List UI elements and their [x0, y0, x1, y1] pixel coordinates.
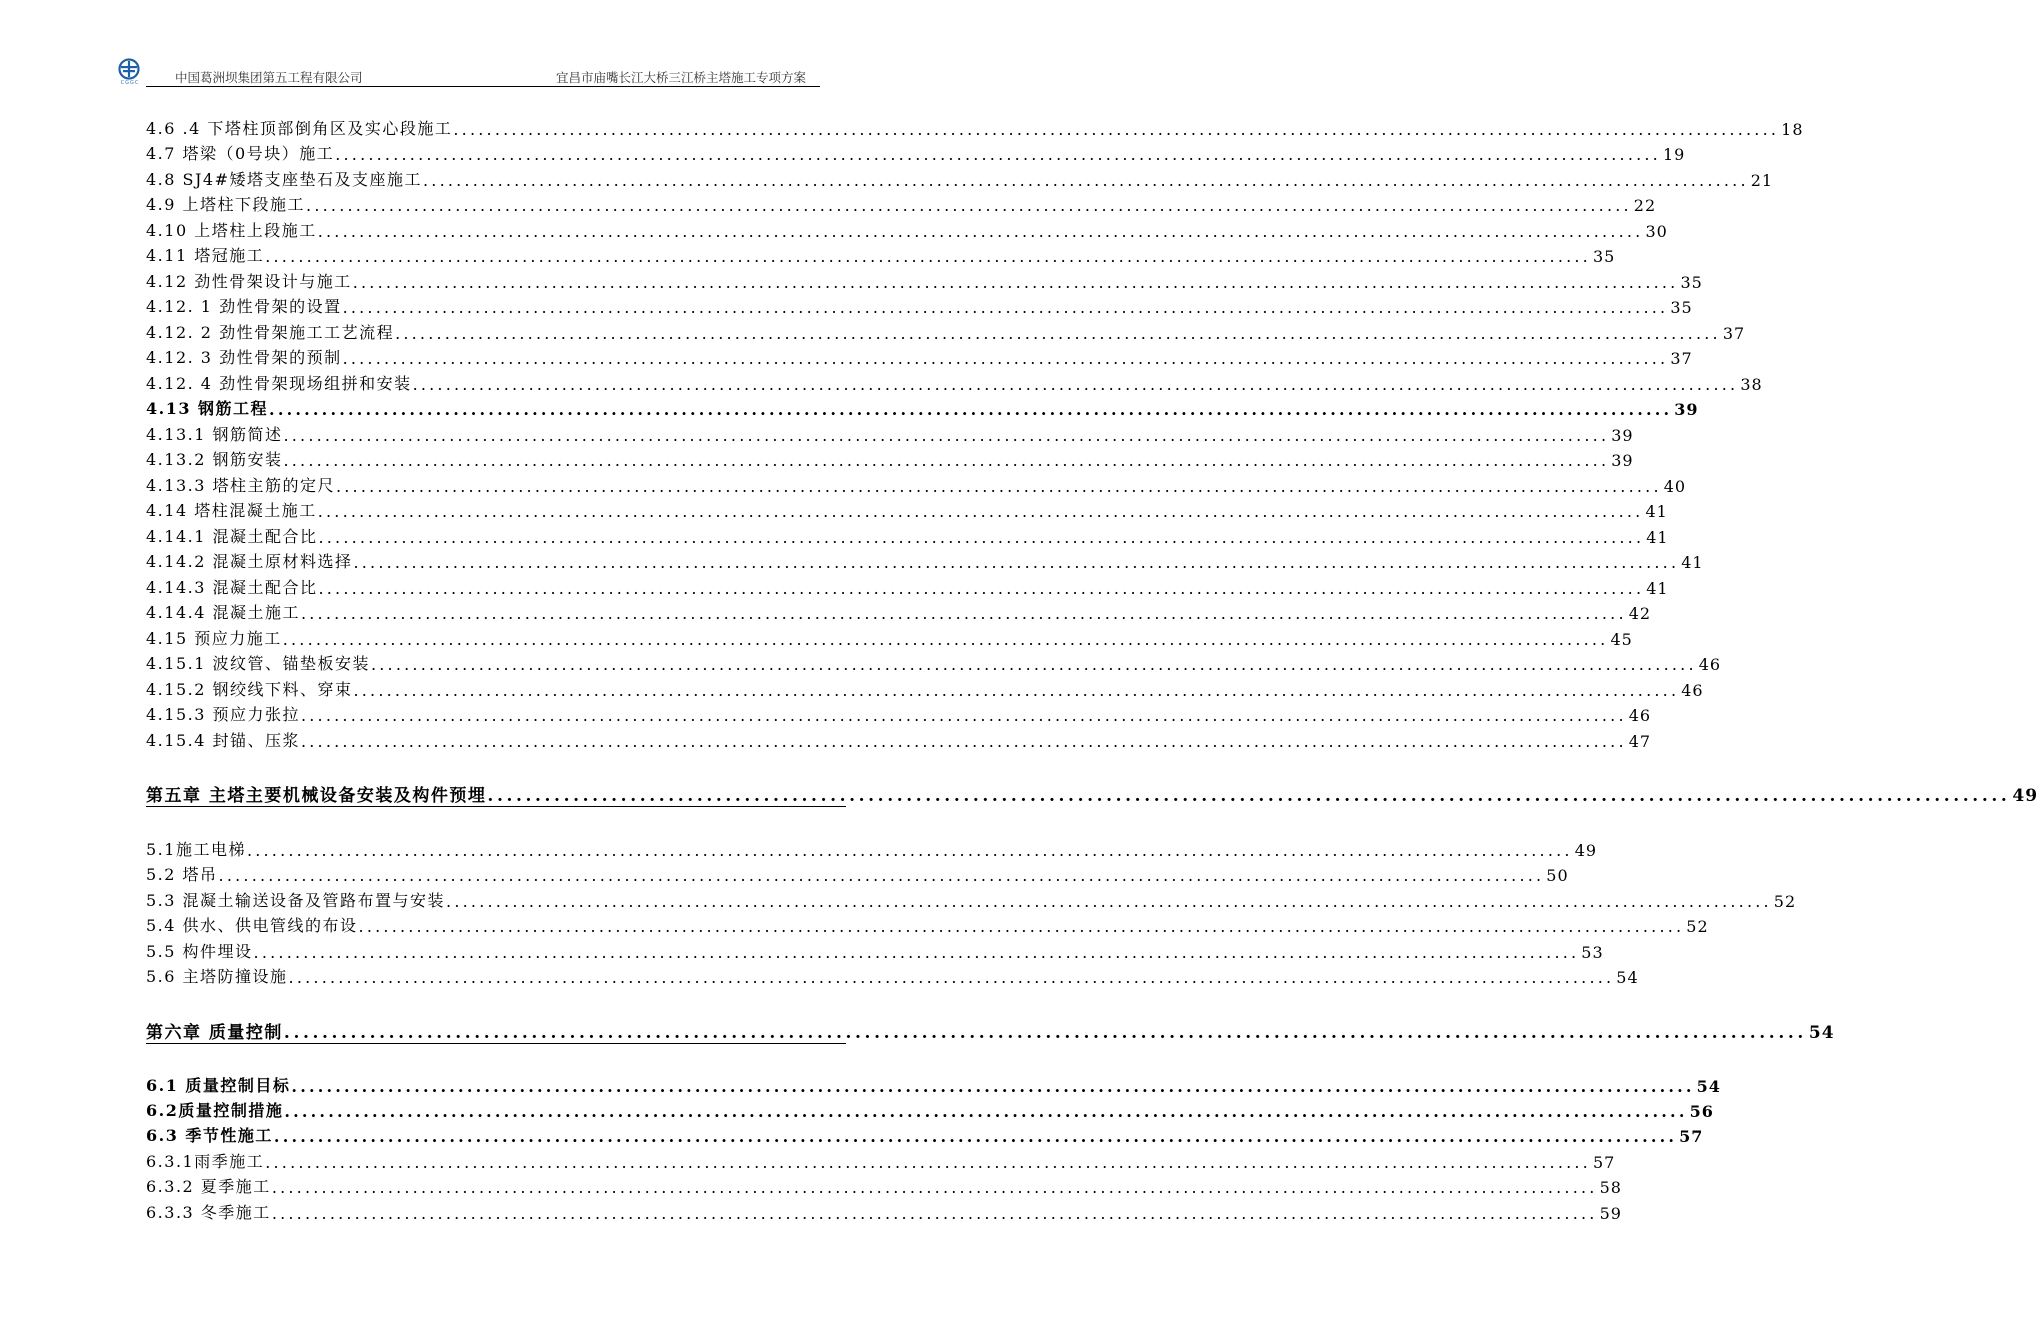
- toc-leader-dots: ................................................................................................................................................................: [283, 1023, 1807, 1043]
- toc-page-number: 57: [1679, 1127, 1704, 1146]
- toc-entry-title: 6.3 季节性施工: [146, 1126, 273, 1145]
- toc-entry-title: 4.14.4 混凝土施工: [146, 603, 300, 622]
- toc-entry-title: 4.12. 4 劲性骨架现场组拼和安装: [146, 374, 412, 393]
- toc-leader-dots: ................................................................................................................................................................: [300, 604, 1627, 623]
- toc-entry[interactable]: [146, 889, 1797, 911]
- toc-leader-dots: ................................................................................................................................................................: [317, 502, 1644, 521]
- toc-page-number: 39: [1611, 426, 1634, 445]
- toc-page-number: 30: [1645, 222, 1668, 241]
- toc-entry[interactable]: [146, 270, 1703, 292]
- toc-entry[interactable]: [146, 117, 1804, 139]
- toc-entry[interactable]: [146, 372, 1763, 394]
- toc-entry-title: 6.3.1雨季施工: [146, 1152, 265, 1171]
- toc-page-number: 45: [1610, 630, 1633, 649]
- toc-entry[interactable]: [146, 940, 1604, 962]
- toc-entry[interactable]: [146, 193, 1657, 215]
- toc-chapter-entry[interactable]: [146, 1019, 1835, 1044]
- toc-page-number: 35: [1670, 298, 1693, 317]
- toc-page-number: 38: [1740, 375, 1763, 394]
- header-rule: [146, 86, 820, 87]
- toc-leader-dots: ................................................................................................................................................................: [487, 786, 2011, 806]
- toc-entry[interactable]: [146, 1150, 1616, 1172]
- toc-entry-title: 5.1施工电梯: [146, 840, 246, 859]
- toc-entry-title: 4.15.3 预应力张拉: [146, 705, 300, 724]
- toc-page-number: 58: [1599, 1178, 1622, 1197]
- toc-leader-dots: ................................................................................................................................................................: [358, 917, 1685, 936]
- toc-page-number: 53: [1581, 943, 1604, 962]
- toc-leader-dots: ................................................................................................................................................................: [318, 579, 1645, 598]
- toc-entry[interactable]: [146, 601, 1652, 623]
- toc-entry[interactable]: [146, 965, 1639, 987]
- toc-entry[interactable]: [146, 474, 1687, 496]
- toc-entry[interactable]: [146, 1099, 1714, 1121]
- toc-page-number: 52: [1686, 917, 1709, 936]
- toc-entry[interactable]: [146, 678, 1704, 700]
- toc-entry-title: 4.13.2 钢筋安装: [146, 450, 283, 469]
- toc-page-number: 40: [1663, 477, 1687, 496]
- toc-entry-title: 4.14 塔柱混凝土施工: [146, 501, 317, 520]
- toc-entry[interactable]: [146, 295, 1693, 317]
- toc-entry[interactable]: [146, 423, 1634, 445]
- toc-entry[interactable]: [146, 838, 1598, 860]
- toc-leader-dots: ................................................................................................................................................................: [335, 145, 1661, 164]
- toc-entry-title: 6.3.2 夏季施工: [146, 1177, 271, 1196]
- toc-entry-title: 4.13.3 塔柱主筋的定尺: [146, 476, 335, 495]
- toc-entry[interactable]: [146, 397, 1699, 419]
- toc-entry-title: 4.8 SJ4#矮塔支座垫石及支座施工: [146, 170, 422, 189]
- toc-entry-title: 4.14.1 混凝土配合比: [146, 527, 318, 546]
- toc-leader-dots: ................................................................................................................................................................: [284, 1102, 1688, 1121]
- toc-page-number: 49: [1574, 841, 1598, 860]
- toc-entry-title: 4.12. 3 劲性骨架的预制: [146, 348, 342, 367]
- toc-leader-dots: ................................................................................................................................................................: [265, 247, 1591, 266]
- toc-leader-dots: ................................................................................................................................................................: [291, 1077, 1695, 1096]
- toc-leader-dots: ................................................................................................................................................................: [265, 1153, 1591, 1172]
- toc-entry[interactable]: [146, 219, 1668, 241]
- toc-page-number: 54: [1696, 1077, 1721, 1096]
- toc-entry[interactable]: [146, 1201, 1622, 1223]
- toc-leader-dots: ................................................................................................................................................................: [282, 630, 1609, 649]
- toc-page-number: 54: [1616, 968, 1639, 987]
- toc-page-number: 37: [1722, 324, 1746, 343]
- toc-chapter-entry[interactable]: [146, 782, 2038, 807]
- toc-entry[interactable]: [146, 346, 1693, 368]
- toc-entry-title: 4.14.3 混凝土配合比: [146, 578, 318, 597]
- toc-entry[interactable]: [146, 652, 1722, 674]
- toc-entry[interactable]: [146, 914, 1709, 936]
- toc-leader-dots: ................................................................................................................................................................: [352, 273, 1679, 292]
- toc-entry-title: 5.5 构件埋设: [146, 942, 253, 961]
- toc-entry-title: 5.3 混凝土输送设备及管路布置与安装: [146, 891, 446, 910]
- toc-entry-title: 4.9 上塔柱下段施工: [146, 195, 306, 214]
- page-header: [112, 58, 820, 88]
- toc-page-number: 49: [2012, 786, 2038, 806]
- toc-entry[interactable]: [146, 576, 1669, 598]
- toc-entry-title: 6.2质量控制措施: [146, 1101, 284, 1120]
- toc-page-number: 42: [1628, 604, 1652, 623]
- toc-leader-dots: ................................................................................................................................................................: [253, 943, 1580, 962]
- toc-page-number: 56: [1689, 1102, 1714, 1121]
- toc-entry-title: 4.10 上塔柱上段施工: [146, 221, 317, 240]
- toc-page-number: 59: [1599, 1204, 1622, 1223]
- toc-page-number: 41: [1681, 553, 1704, 572]
- toc-page-number: 52: [1773, 892, 1797, 911]
- toc-entry-title: 5.2 塔吊: [146, 865, 218, 884]
- toc-entry-title: 5.6 主塔防撞设施: [146, 967, 288, 986]
- toc-leader-dots: ................................................................................................................................................................: [288, 968, 1615, 987]
- toc-entry[interactable]: [146, 729, 1652, 751]
- toc-leader-dots: ................................................................................................................................................................: [317, 222, 1644, 241]
- toc-entry[interactable]: [146, 499, 1668, 521]
- toc-leader-dots: ................................................................................................................................................................: [273, 1127, 1678, 1146]
- toc-entry-title: 4.12. 1 劲性骨架的设置: [146, 297, 342, 316]
- toc-page-number: 46: [1698, 655, 1722, 674]
- toc-leader-dots: ................................................................................................................................................................: [271, 1178, 1598, 1197]
- toc-page-number: 39: [1674, 400, 1699, 419]
- toc-leader-dots: ................................................................................................................................................................: [246, 841, 1573, 860]
- document-title: 宜昌市庙嘴长江大桥三江桥主塔施工专项方案: [555, 70, 806, 85]
- toc-entry-title: 4.12. 2 劲性骨架施工工艺流程: [146, 323, 395, 342]
- toc-entry-title: 4.15.1 波纹管、锚垫板安装: [146, 654, 370, 673]
- toc-page-number: 54: [1808, 1023, 1835, 1043]
- logo-text: CGGC: [120, 80, 140, 86]
- toc-page-number: 41: [1646, 528, 1669, 547]
- toc-entry-title: 4.7 塔梁（0号块）施工: [146, 144, 335, 163]
- toc-page-number: 21: [1750, 171, 1774, 190]
- toc-page-number: 39: [1611, 451, 1634, 470]
- toc-entry[interactable]: [146, 168, 1774, 190]
- toc-leader-dots: ................................................................................................................................................................: [271, 1204, 1598, 1223]
- toc-entry[interactable]: [146, 448, 1634, 470]
- toc-page-number: 50: [1546, 866, 1569, 885]
- toc-page-number: 41: [1645, 502, 1668, 521]
- toc-entry[interactable]: [146, 863, 1569, 885]
- toc-entry-title: 4.11 塔冠施工: [146, 246, 265, 265]
- toc-entry-title: 4.15.4 封锚、压浆: [146, 731, 300, 750]
- toc-entry[interactable]: [146, 1124, 1704, 1146]
- toc-leader-dots: ................................................................................................................................................................: [269, 400, 1673, 419]
- toc-page-number: 57: [1592, 1153, 1616, 1172]
- toc-page-number: 41: [1646, 579, 1669, 598]
- toc-leader-dots: ................................................................................................................................................................: [370, 655, 1697, 674]
- toc-entry-title: 4.15.2 钢绞线下料、穿束: [146, 680, 353, 699]
- toc-entry-title: 6.1 质量控制目标: [146, 1076, 291, 1095]
- toc-entry-title: 6.3.3 冬季施工: [146, 1203, 271, 1222]
- toc-leader-dots: ................................................................................................................................................................: [342, 298, 1669, 317]
- toc-entry-title: 4.12 劲性骨架设计与施工: [146, 272, 352, 291]
- toc-leader-dots: ................................................................................................................................................................: [218, 866, 1545, 885]
- toc-page-number: 37: [1670, 349, 1693, 368]
- toc-entry-title: 4.14.2 混凝土原材料选择: [146, 552, 353, 571]
- toc-leader-dots: ................................................................................................................................................................: [453, 120, 1780, 139]
- toc-entry[interactable]: [146, 244, 1616, 266]
- toc-entry-title: 5.4 供水、供电管线的布设: [146, 916, 358, 935]
- toc-page-number: 35: [1680, 273, 1703, 292]
- toc-entry[interactable]: [146, 1074, 1721, 1096]
- toc-leader-dots: ................................................................................................................................................................: [395, 324, 1721, 343]
- toc-entry[interactable]: [146, 321, 1746, 343]
- toc-leader-dots: ................................................................................................................................................................: [342, 349, 1669, 368]
- toc-leader-dots: ................................................................................................................................................................: [412, 375, 1739, 394]
- toc-leader-dots: ................................................................................................................................................................: [283, 451, 1610, 470]
- toc-leader-dots: ................................................................................................................................................................: [353, 681, 1680, 700]
- toc-entry-title: 4.15 预应力施工: [146, 629, 282, 648]
- toc-entry-title: 4.13 钢筋工程: [146, 399, 269, 418]
- toc-entry-title: 4.13.1 钢筋简述: [146, 425, 283, 444]
- toc-page-number: 46: [1681, 681, 1704, 700]
- toc-leader-dots: ................................................................................................................................................................: [353, 553, 1680, 572]
- toc-entry[interactable]: [146, 703, 1652, 725]
- toc-entry-title: 4.6 .4 下塔柱顶部倒角区及实心段施工: [146, 119, 453, 138]
- toc-page-number: 22: [1633, 196, 1657, 215]
- toc-leader-dots: ................................................................................................................................................................: [446, 892, 1772, 911]
- toc-page-number: 18: [1781, 120, 1804, 139]
- toc-leader-dots: ................................................................................................................................................................: [283, 426, 1610, 445]
- toc-entry-title: 第五章 主塔主要机械设备安装及构件预埋: [146, 786, 487, 806]
- toc-entry-title: 第六章 质量控制: [146, 1023, 283, 1043]
- toc-leader-dots: ................................................................................................................................................................: [318, 528, 1645, 547]
- toc-leader-dots: ................................................................................................................................................................: [306, 196, 1632, 215]
- toc-leader-dots: ................................................................................................................................................................: [300, 732, 1627, 751]
- toc-leader-dots: ................................................................................................................................................................: [335, 477, 1662, 496]
- toc-entry[interactable]: [146, 627, 1633, 649]
- toc-entry[interactable]: [146, 550, 1704, 572]
- toc-page-number: 19: [1662, 145, 1686, 164]
- toc-entry[interactable]: [146, 525, 1669, 547]
- toc-page-number: 35: [1592, 247, 1616, 266]
- toc-entry[interactable]: [146, 142, 1686, 164]
- toc-entry[interactable]: [146, 1175, 1622, 1197]
- toc-leader-dots: ................................................................................................................................................................: [300, 706, 1627, 725]
- cgsc-logo-icon: [112, 58, 146, 88]
- toc-page-number: 47: [1628, 732, 1652, 751]
- toc-page-number: 46: [1628, 706, 1652, 725]
- toc-leader-dots: ................................................................................................................................................................: [423, 171, 1749, 190]
- company-name: 中国葛洲坝集团第五工程有限公司: [175, 70, 363, 85]
